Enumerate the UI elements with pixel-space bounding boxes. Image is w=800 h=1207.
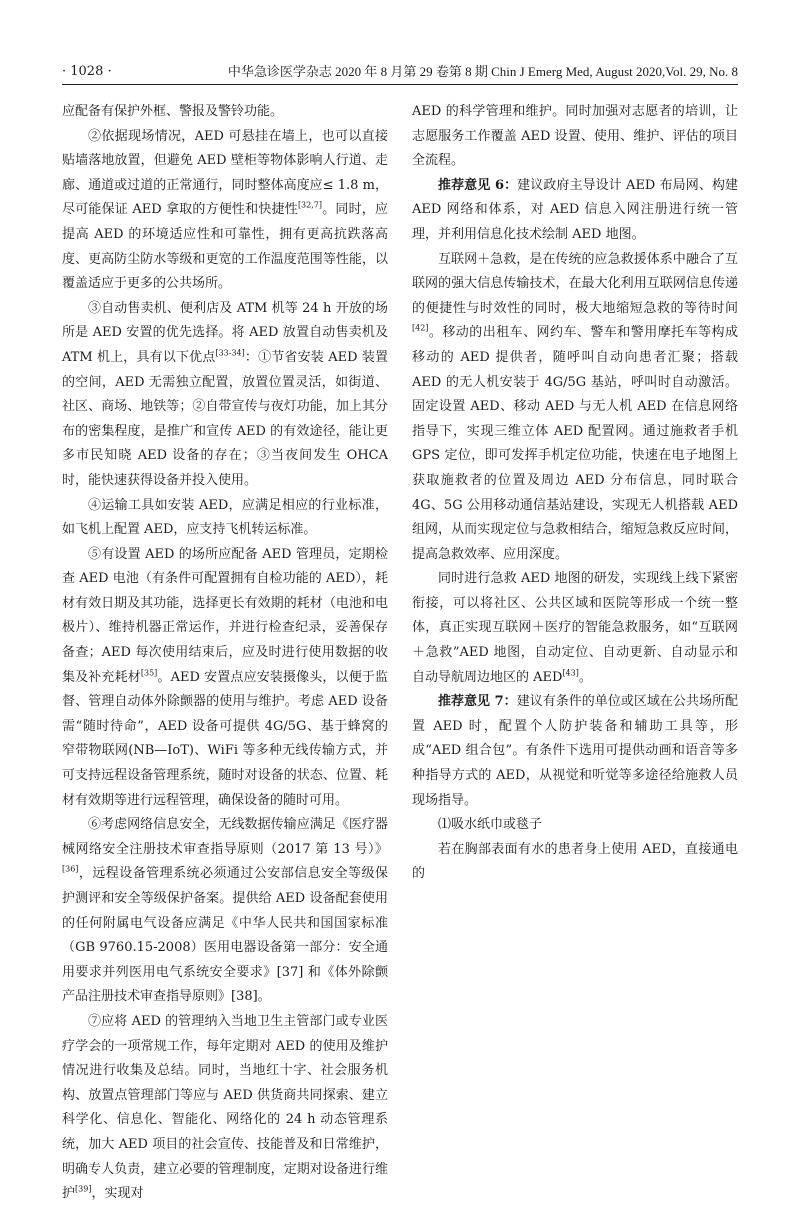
- recommendation-label: 推荐意见 6：: [438, 177, 518, 193]
- paragraph-text: ⑥考虑网络信息安全，无线数据传输应满足《医疗器械网络安全注册技术审查指导原则（2017 第 13 号）》: [62, 817, 388, 857]
- citation-ref: [32,7]: [297, 201, 322, 211]
- journal-citation: 中华急诊医学杂志 2020 年 8 月第 29 卷第 8 期 Chin J Emerg Med, August 2020,Vol. 29, No. 8: [227, 64, 738, 79]
- paragraph-text-tail: 。移动的出租车、网约车、警车和警用摩托车等构成移动的 AED 提供者，随呼叫自动向患者汇聚；搭载 AED 的无人机安装于 4G/5G 基站，呼叫时自动激活。固定设置 AED、移动 AED 与无人机 AED 在信息网络指导下，实现三维立体 AED 配置网。通过施救者手机 GPS 定位，即可发挥手机定位功能，快速在电子地图上获取施救者的位置及周边 AED 分布信息，同时联合 4G、5G 公用移动通信基站建设，实现无人机搭载 AED 组网，从而实现定位与急救相结合，缩短急救反应时间，提高急救效率、应用深度。: [412, 325, 738, 562]
- paragraph-text: 建议有条件的单位或区域在公共场所配置 AED 时，配置个人防护装备和辅助工具等，形成“AED 组合包”。有条件下选用可提供动画和语音等多种指导方式的 AED，从视觉和听觉等多途径给施救人员现场指导。: [412, 694, 738, 808]
- paragraph-text: ②依据现场情况，AED 可悬挂在墙上，也可以直接贴墙落地放置，但避免 AED 壁柜等物体影响人行道、走廊、通道或过道的正常通行，同时整体高度应≤ 1.8 m，尽可能保证 AED 拿取的方便性和快捷性: [62, 128, 388, 218]
- citation-ref: [42]: [412, 324, 429, 334]
- left-column: [62, 100, 388, 1207]
- paragraph-text: ⑦应将 AED 的管理纳入当地卫生主管部门或专业医疗学会的一项常规工作，每年定期对 AED 的使用及维护情况进行收集及总结。同时，当地红十字、社会服务机构、放置点管理部门等应与 AED 供货商共同探索、建立科学化、信息化、智能化、网络化的 24 h 动态管理系统，加大 AED 项目的社会宣传、技能普及和日常维护，明确专人负责，建立必要的管理制度，定期对设备进行维护: [62, 1013, 388, 1202]
- citation-ref: [43]: [562, 668, 579, 678]
- paragraph: [412, 838, 738, 887]
- citation-ref: [33-34]: [215, 348, 245, 358]
- paragraph: [412, 567, 738, 690]
- paragraph-text-tail: 。: [578, 669, 592, 685]
- paragraph-text-tail: ，远程设备管理系统必须通过公安部信息安全等级保护测评和安全等级保护备案。提供给 AED 设备配套使用的任何附属电气设备应满足《中华人民共和国国家标准（GB 9760.15-2008）医用电器设备第一部分：安全通用要求并列医用电气系统安全要求》[37] 和《体外除颤产品注册技术审查指导原则》[38]。: [62, 866, 388, 1005]
- paragraph-text: 互联网＋急救，是在传统的应急救援体系中融合了互联网的强大信息传输技术，在最大化利用互联网信息传递的便捷性与时效性的同时，极大地缩短急救的等待时间: [412, 251, 738, 316]
- recommendation-label: 推荐意见 7：: [438, 694, 517, 710]
- paragraph-text: 同时进行急救 AED 地图的研发，实现线上线下紧密衔接，可以将社区、公共区域和医院等形成一个统一整体，真正实现互联网＋医疗的智能急救服务，如“互联网＋急救”AED 地图，自动定位、自动更新、自动显示和自动导航周边地区的 AED: [412, 571, 738, 685]
- paragraph: [412, 248, 738, 568]
- paragraph: [412, 813, 738, 838]
- paragraph-text-tail: ：①节省安装 AED 装置的空间，AED 无需独立配置，放置位置灵活，如街道、社区、商场、地铁等；②自带宣传与夜灯功能，加上其分布的密集程度，是推广和宣传 AED 的有效途径，能让更多市民知晓 AED 设备的存在；③当夜间发生 OHCA 时，能快速获得设备并投入使用。: [62, 349, 388, 488]
- paragraph: [62, 1010, 388, 1207]
- paragraph: [62, 494, 388, 543]
- paragraph-text: ⑴吸水纸巾或毯子: [438, 817, 543, 833]
- citation-ref: [39]: [75, 1184, 92, 1194]
- paragraph-text: 若在胸部表面有水的患者身上使用 AED，直接通电的: [412, 841, 738, 882]
- paragraph: [412, 100, 738, 174]
- paragraph: [412, 690, 738, 813]
- paragraph-text: 建议政府主导设计 AED 布局网、构建 AED 网络和体系，对 AED 信息入网注册进行统一管理，并利用信息化技术绘制 AED 地图。: [412, 177, 738, 242]
- paragraph-text-tail: ，实现对: [91, 1186, 144, 1202]
- running-header: [62, 62, 738, 85]
- paragraph: [412, 174, 738, 248]
- paragraph: [62, 297, 388, 494]
- paragraph: [62, 543, 388, 814]
- paragraph: [62, 125, 388, 297]
- paragraph-text: ④运输工具如安装 AED，应满足相应的行业标准，如飞机上配置 AED，应支持飞机转运标准。: [62, 497, 388, 538]
- paragraph: [62, 100, 388, 125]
- paragraph-text: ③自动售卖机、便利店及 ATM 机等 24 h 开放的场所是 AED 安置的优先选择。将 AED 放置自动售卖机及 ATM 机上，具有以下优点: [62, 300, 388, 365]
- citation-ref: [36]: [62, 865, 79, 875]
- paragraph-text-tail: 。同时，应提高 AED 的环境适应性和可靠性，拥有更高抗跌落高度、更高防尘防水等级和更宽的工作温度范围等性能，以覆盖适应于更多的公共场所。: [62, 202, 388, 292]
- paragraph: [62, 813, 388, 1010]
- paragraph-text: AED 的科学管理和维护。同时加强对志愿者的培训，让志愿服务工作覆盖 AED 设置、使用、维护、评估的项目全流程。: [412, 104, 738, 169]
- paragraph-text: 应配备有保护外框、警报及警铃功能。: [62, 104, 284, 119]
- paragraph-text: ⑤有设置 AED 的场所应配备 AED 管理员，定期检查 AED 电池（有条件可配置拥有自检功能的 AED），耗材有效日期及其功能，选择更长有效期的耗材（电池和电极片）、维持机器正常运作，并进行检查纪录，妥善保存备查；AED 每次使用结束后，应及时进行使用数据的收集及补充耗材: [62, 546, 388, 685]
- citation-ref: [35]: [140, 668, 158, 678]
- right-column: [412, 100, 738, 887]
- paragraph-text-tail: 。AED 安置点应安装摄像头，以便于监督、管理自动体外除颤器的使用与维护。考虑 AED 设备需“随时待命”，AED 设备可提供 4G/5G、基于蜂窝的窄带物联网(NB—IoT)、WiFi 等多种无线传输方式，并可支持远程设备管理系统，随时对设备的状态、位置、耗材有效期等进行远程管理，确保设备的随时可用。: [62, 669, 388, 808]
- page-number: · 1028 ·: [62, 64, 112, 79]
